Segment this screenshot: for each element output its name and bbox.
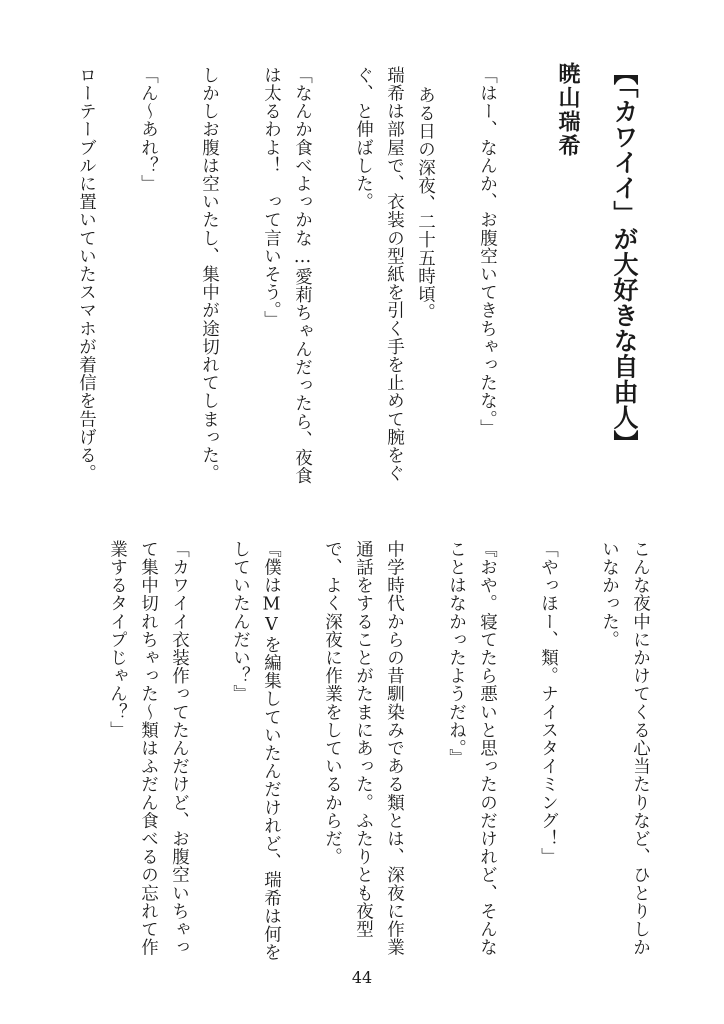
text-column: ローテーブルに置いていたスマホが着信を告げる。 — [76, 66, 97, 483]
text-column: は太るわよ！ って言いそう。」 — [261, 66, 282, 329]
text-column: 「カワイイ衣装作ってたんだけど、お腹空いちゃっ — [169, 540, 190, 957]
text-column: ことはなかったようだね。』 — [446, 540, 467, 767]
text-column: 「ん〜あれ？」 — [138, 66, 159, 193]
text-column: 業するタイプじゃん？」 — [107, 540, 128, 740]
text-column: ある日の深夜、二十五時頃。 — [415, 86, 436, 322]
page-number: 44 — [351, 968, 373, 987]
text-column: していたんだい？』 — [230, 540, 251, 703]
text-column: 『僕はMVを編集していたんだけれど、瑞希は何を — [261, 540, 282, 962]
section-title: 【「カワイイ」が大好きな自由人】 — [610, 60, 639, 456]
text-column: 『おや。寝てたら悪いと思ったのだけれど、そんな — [477, 540, 498, 957]
text-column: 「なんか食べよっかな…愛莉ちゃんだったら、夜食 — [292, 66, 313, 485]
text-column: しかしお腹は空いたし、集中が途切れてしまった。 — [199, 66, 220, 483]
text-column: 中学時代からの昔馴染みである類とは、深夜に作業 — [384, 540, 405, 957]
text-column: 「やっほー、類。ナイスタイミング！」 — [538, 540, 559, 866]
text-column: 通話をすることがたまにあった。ふたりとも夜型 — [353, 540, 374, 939]
text-column: 「はー、なんか、お腹空いてきちゃったな。」 — [477, 66, 498, 438]
text-column: ぐ、と伸ばした。 — [353, 66, 374, 211]
text-column: こんな夜中にかけてくる心当たりなど、ひとりしか — [630, 540, 651, 957]
text-column: て集中切れちゃった〜類はふだん食べるの忘れて作 — [138, 540, 159, 957]
text-column: いなかった。 — [599, 540, 620, 649]
text-column: 瑞希は部屋で、衣装の型紙を引く手を止めて腕をぐ — [384, 66, 405, 483]
character-name-heading: 暁山瑞希 — [555, 62, 580, 158]
text-column: で、よく深夜に作業をしているからだ。 — [322, 540, 343, 866]
